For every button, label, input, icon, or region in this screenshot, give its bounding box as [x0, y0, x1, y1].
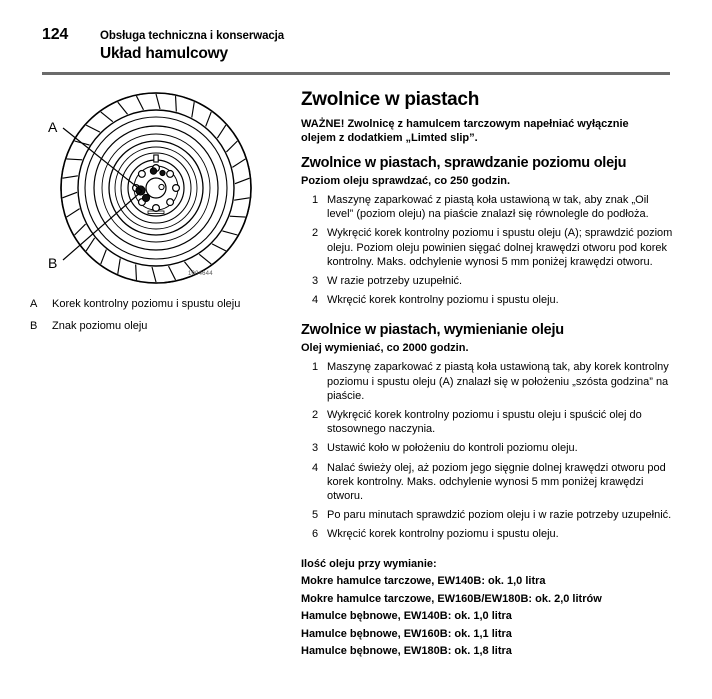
legend-item: [30, 319, 255, 334]
step-item: [301, 527, 673, 541]
header-row: [42, 26, 670, 63]
step-text: Maszynę zaparkować z piastą koła ustawioną w tak, aby znak „Oil level” (poziom oleju) na piaście znalazł się równolegle do podłoża.: [327, 194, 649, 221]
step-text: Nalać świeży olej, aż poziom jego sięgnie dolnej krawędzi otworu pod korek kontrolny. Maks. odchylenie wynosi 5 mm poniżej krawędzi otworu.: [327, 461, 666, 503]
spec-line: Hamulce bębnowe, EW160B: ok. 1,1 litra: [301, 627, 512, 640]
legend-key: B: [30, 319, 38, 332]
header-section-name: Obsługa techniczna i konserwacja: [100, 30, 285, 42]
step-item: [301, 193, 673, 221]
header-titles: [100, 29, 670, 63]
oil-quantity-block: [301, 556, 673, 661]
figure-column: [30, 88, 280, 340]
figure-label-b: B: [48, 255, 58, 271]
legend-item: [30, 297, 255, 312]
check-interval: Poziom oleju sprawdzać, co 250 godzin.: [301, 175, 511, 187]
step-item: [301, 293, 673, 307]
content-column: [301, 88, 673, 661]
legend-text: Znak poziomu oleju: [52, 319, 148, 332]
step-text: Wykręcić korek kontrolny poziomu i spustu oleju (A); sprawdzić poziom oleju. Poziom oleju powinien sięgać dolnej krawędzi otworu pod korek kontrolny. Maks. odchylenie wynosi 5 mm poniżej krawędzi otworu.: [327, 227, 673, 268]
step-text: Po paru minutach sprawdzić poziom oleju i w razie potrzeby uzupełnić.: [327, 509, 672, 522]
step-number: 2: [312, 409, 319, 422]
step-text: Wkręcić korek kontrolny poziomu i spustu oleju.: [327, 528, 559, 541]
legend-key: A: [30, 298, 38, 310]
valve-stem: [154, 155, 158, 162]
step-number: 1: [312, 194, 319, 206]
step-text: Wkręcić korek kontrolny poziomu i spustu oleju.: [327, 294, 559, 307]
section-heading-change: Zwolnice w piastach, wymienianie oleju: [301, 322, 564, 339]
step-number: 5: [312, 509, 319, 522]
step-text: W razie potrzeby uzupełnić.: [327, 275, 463, 288]
spec-line: Hamulce bębnowe, EW140B: ok. 1,0 litra: [301, 610, 512, 623]
step-item: [301, 360, 673, 403]
wheel-group: [61, 93, 251, 283]
page-number: 124: [42, 26, 69, 43]
check-steps-list: [301, 193, 673, 307]
step-number: 3: [312, 275, 319, 288]
wheel-diagram-svg: [30, 88, 280, 293]
spec-line: Hamulce bębnowe, EW180B: ok. 1,8 litra: [301, 645, 512, 658]
step-item: [301, 274, 673, 288]
step-number: 1: [312, 361, 319, 374]
step-text: Ustawić koło w położeniu do kontroli poziomu oleju.: [327, 442, 578, 455]
step-text: Wykręcić korek kontrolny poziomu i spustu oleju i spuścić olej do stosownego naczynia.: [327, 409, 642, 436]
wheel-illustration: [30, 88, 280, 293]
step-item: [301, 508, 673, 522]
step-item: [301, 461, 673, 504]
step-number: 4: [312, 461, 319, 474]
step-item: [301, 226, 673, 269]
step-number: 2: [312, 227, 319, 240]
section-heading-check: Zwolnice w piastach, sprawdzanie poziomu oleju: [301, 155, 627, 171]
step-number: 3: [312, 442, 319, 455]
figure-reference-number: 1004644: [188, 271, 213, 277]
spec-line: Mokre hamulce tarczowe, EW160B/EW180B: ok. 2,0 litrów: [301, 592, 602, 605]
header-divider: [42, 72, 670, 75]
spec-line: Mokre hamulce tarczowe, EW140B: ok. 1,0 litra: [301, 575, 546, 588]
step-number: 6: [312, 528, 319, 541]
hub-assembly: [128, 160, 184, 216]
page-header: [42, 26, 670, 63]
figure-legend: [30, 297, 255, 333]
legend-text: Korek kontrolny poziomu i spustu oleju: [52, 298, 241, 310]
important-note: WAŻNE! Zwolnicę z hamulcem tarczowym napełniać wyłącznie olejem z dodatkiem „Limted slip”.: [301, 118, 629, 144]
main-heading: Zwolnice w piastach: [301, 89, 480, 110]
step-item: [301, 441, 673, 455]
page-title: Układ hamulcowy: [100, 45, 228, 62]
step-number: 4: [312, 294, 319, 307]
step-text: Maszynę zaparkować z piastą koła ustawioną tak, aby korek kontrolny poziomu i spustu oleju (A) znalazł się w położeniu „szósta godzina” na piaście.: [327, 361, 669, 402]
change-interval: Olej wymieniać, co 2000 godzin.: [301, 342, 469, 355]
spec-title: Ilość oleju przy wymianie:: [301, 557, 437, 570]
step-item: [301, 408, 673, 436]
change-steps-list: [301, 360, 673, 541]
figure-label-a: A: [48, 119, 58, 135]
